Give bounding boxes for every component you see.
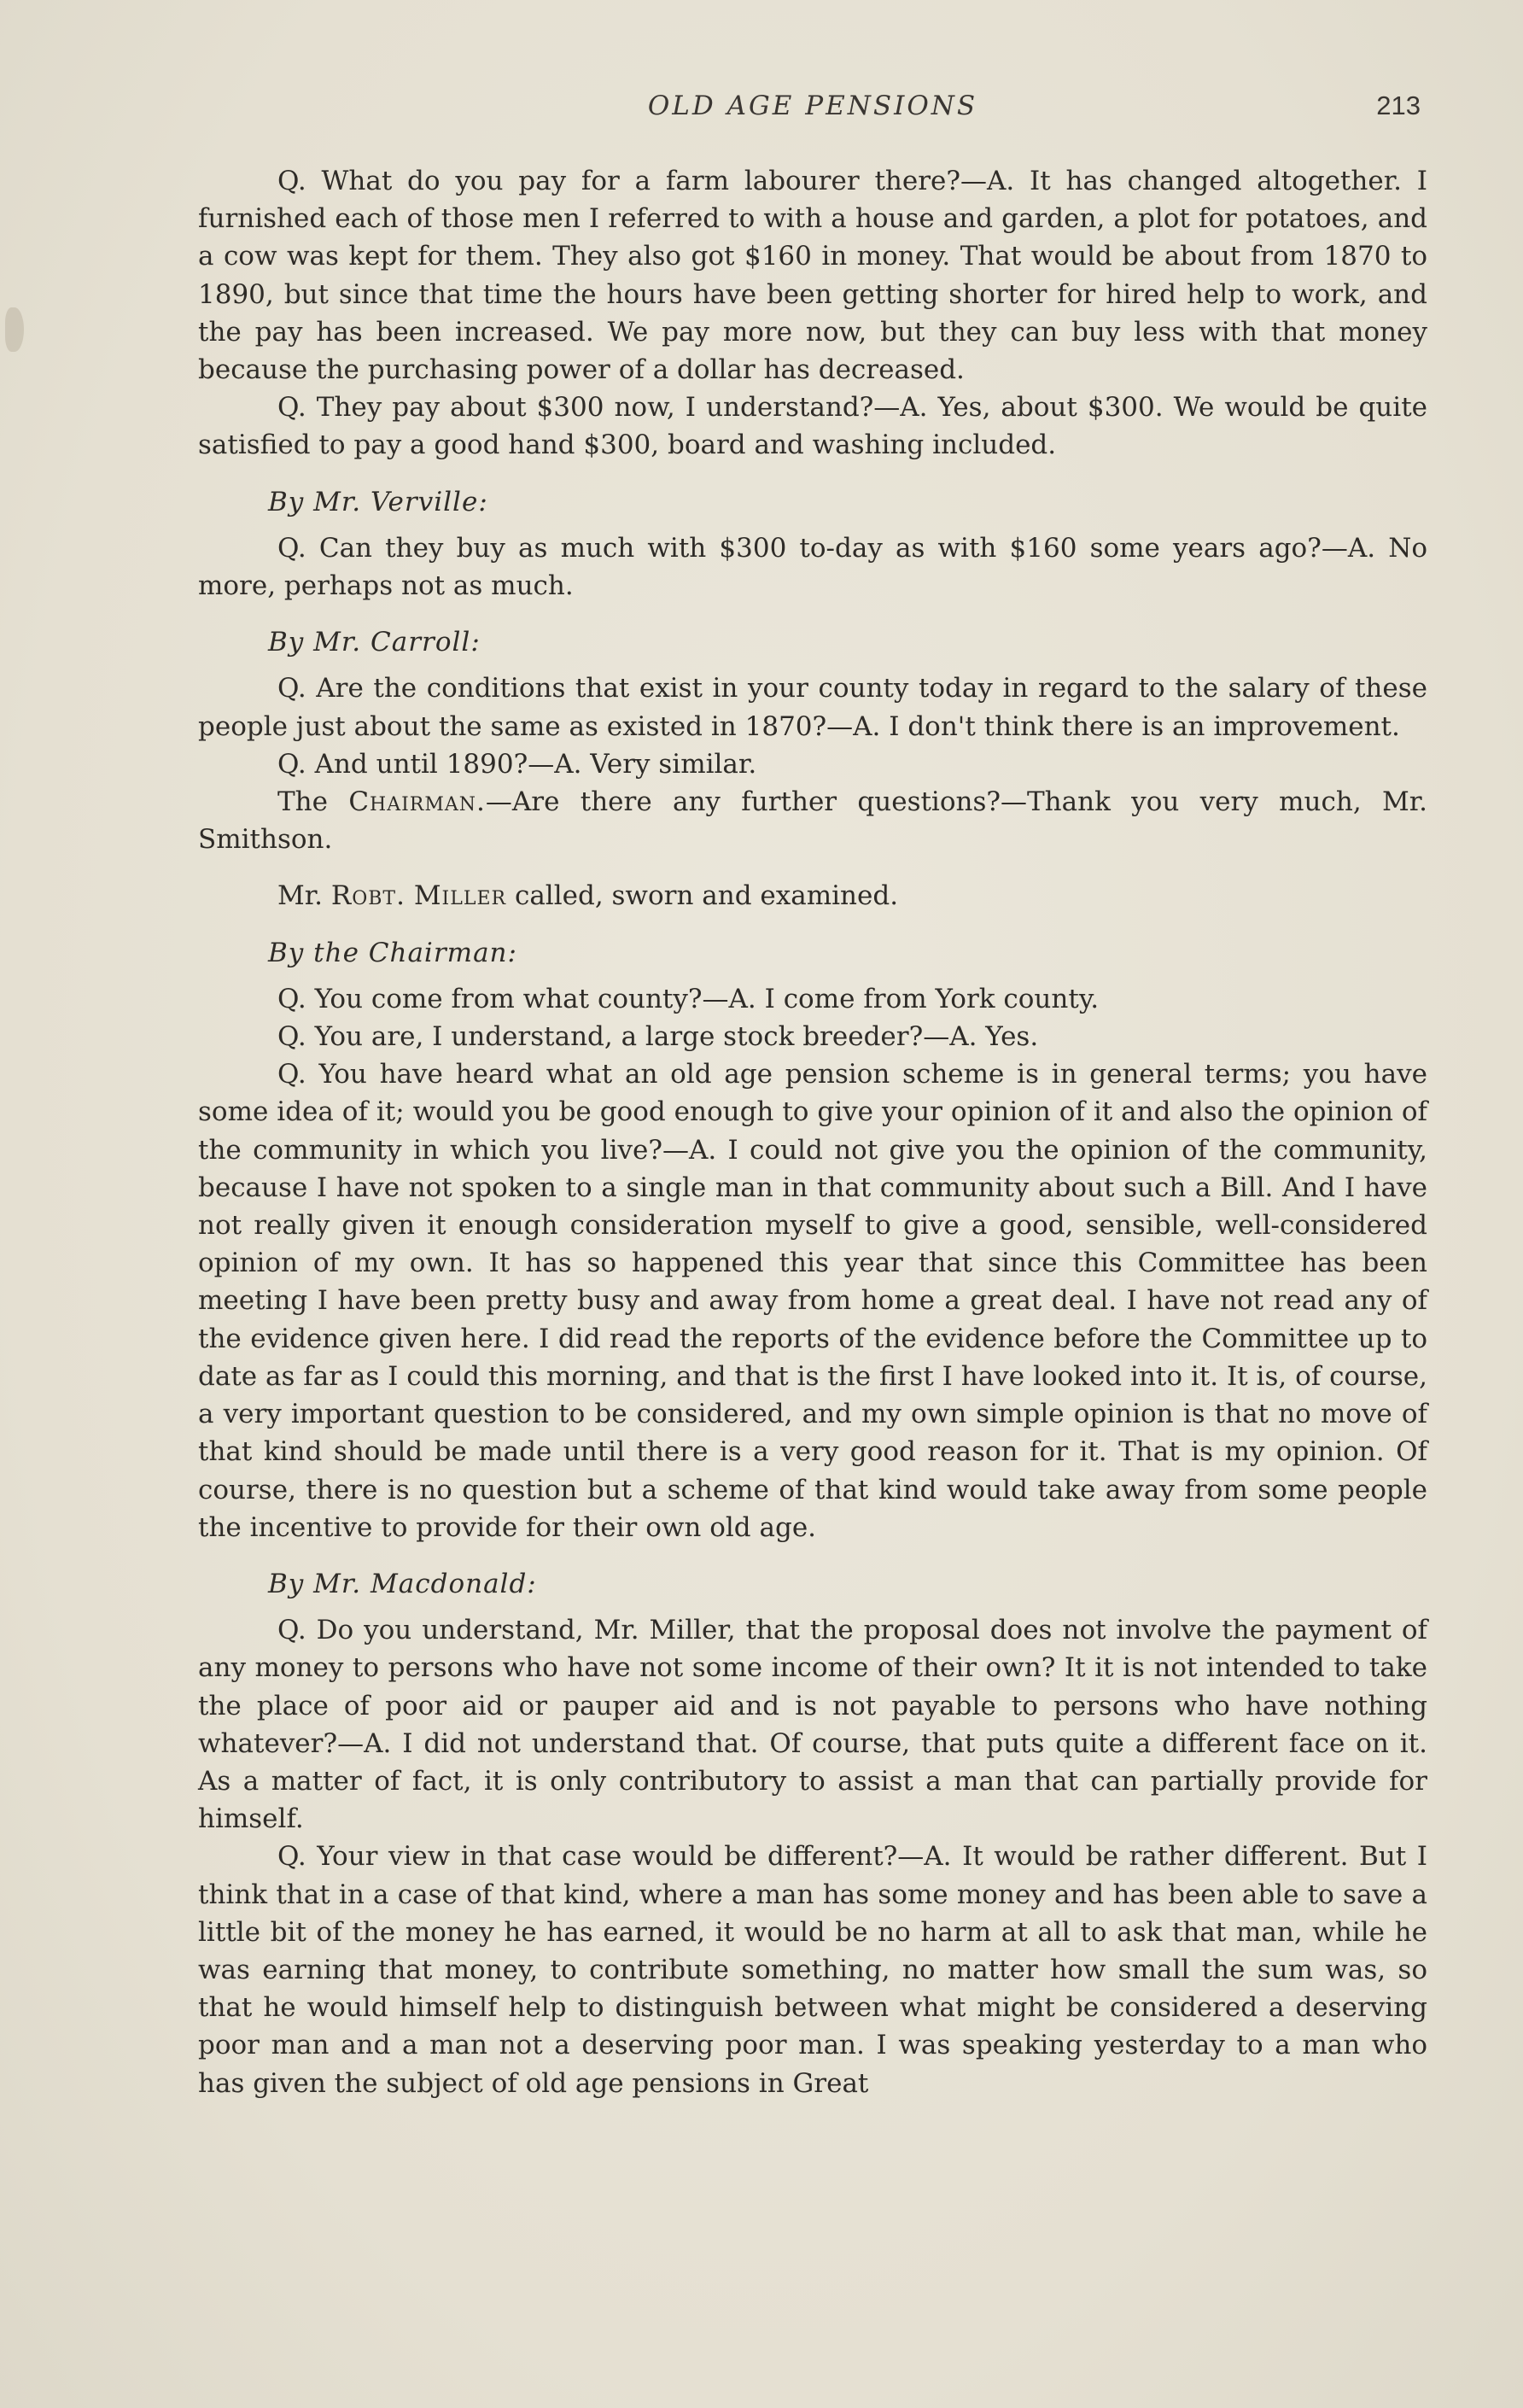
margin-stain xyxy=(5,307,24,352)
chairman-remark xyxy=(198,783,1427,858)
chairman-remark-text: —Are there any further questions?—Thank you very much, Mr. Smithson. xyxy=(198,786,1427,856)
paragraph: Q. They pay about $300 now, I understand?—A. Yes, about $300. We would be quite satisfied to pay a good hand $300, board and washing included. xyxy=(198,392,1427,461)
paragraph: Q. Can they buy as much with $300 to-day as with $160 some years ago?—A. No more, perhaps not as much. xyxy=(198,532,1427,602)
witness-first-name: Robt. xyxy=(330,880,406,912)
chairman-prefix: The xyxy=(277,786,328,818)
chairman-label: Chairman. xyxy=(348,786,486,818)
paragraph: Q. You are, I understand, a large stock breeder?—A. Yes. xyxy=(277,1021,1039,1053)
examiner-heading: By Mr. Verville: xyxy=(268,486,488,517)
paragraph: Q. You come from what county?—A. I come from York county. xyxy=(277,983,1100,1014)
witness-prefix: Mr. xyxy=(277,880,324,912)
examiner-heading: By Mr. Macdonald: xyxy=(268,1568,537,1599)
paragraph: Q. And until 1890?—A. Very similar. xyxy=(277,748,757,780)
page-number: 213 xyxy=(1376,91,1421,120)
paragraph: Q. Do you understand, Mr. Miller, that the proposal does not involve the payment of any money to persons who have not some income of their own? It it is not intended to take the place of poor aid or pauper aid and is not payable to persons who have nothing whatever?—A. I did not understand that. Of course, that puts quite a different face on it. As a matter of fact, it is only contributory to assist a man that can partially provide for himself. xyxy=(198,1615,1427,1835)
running-header xyxy=(198,91,1427,133)
body-text xyxy=(198,162,1427,2102)
paragraph: Q. What do you pay for a farm labourer there?—A. It has changed altogether. I furnished each of those men I referred to with a house and garden, a plot for potatoes, and a cow was kept for them. They also got $160 in money. That would be about from 1870 to 1890, but since that time the hours have been getting shorter for hired help to work, and the pay has been increased. We pay more now, but they can buy less with that money because the purchasing power of a dollar has decreased. xyxy=(198,166,1427,386)
running-title: OLD AGE PENSIONS xyxy=(647,91,978,121)
witness-called xyxy=(198,877,1427,915)
examiner-heading: By Mr. Carroll: xyxy=(268,627,481,658)
paragraph: Q. Are the conditions that exist in your county today in regard to the salary of these people just about the same as existed in 1870?—A. I don't think there is an improvement. xyxy=(198,673,1427,742)
paragraph: Q. You have heard what an old age pension scheme is in general terms; you have some idea of it; would you be good enough to give your opinion of it and also the opinion of the community in which you live?—A. I could not give you the opinion of the community, because I have not spoken to a single man in that community about such a Bill. And I have not really given it enough consideration myself to give a good, sensible, well-considered opinion of my own. It has so happened this year that since this Committee has been meeting I have been pretty busy and away from home a great deal. I have not read any of the evidence given here. I did read the reports of the evidence before the Committee up to date as far as I could this morning, and that is the first I have looked into it. It is, of course, a very important question to be considered, and my own simple opinion is that no move of that kind should be made until there is a very good reason for it. That is my opinion. Of course, there is no question but a scheme of that kind would take away from some people the incentive to provide for their own old age. xyxy=(198,1059,1427,1543)
paragraph: Q. Your view in that case would be different?—A. It would be rather different. But I think that in a case of that kind, where a man has some money and has been able to save a little bit of the money he has earned, it would be no harm at all to ask that man, while he was earning that money, to contribute something, no matter how small the sum was, so that he would himself help to distinguish between what might be considered a deserving poor man and a man not a deserving poor man. I was speaking yesterday to a man who has given the subject of old age pensions in Great xyxy=(198,1841,1427,2099)
witness-called-text: called, sworn and examined. xyxy=(514,880,899,912)
examiner-heading: By the Chairman: xyxy=(268,937,517,968)
witness-last-name: Miller xyxy=(413,880,507,912)
